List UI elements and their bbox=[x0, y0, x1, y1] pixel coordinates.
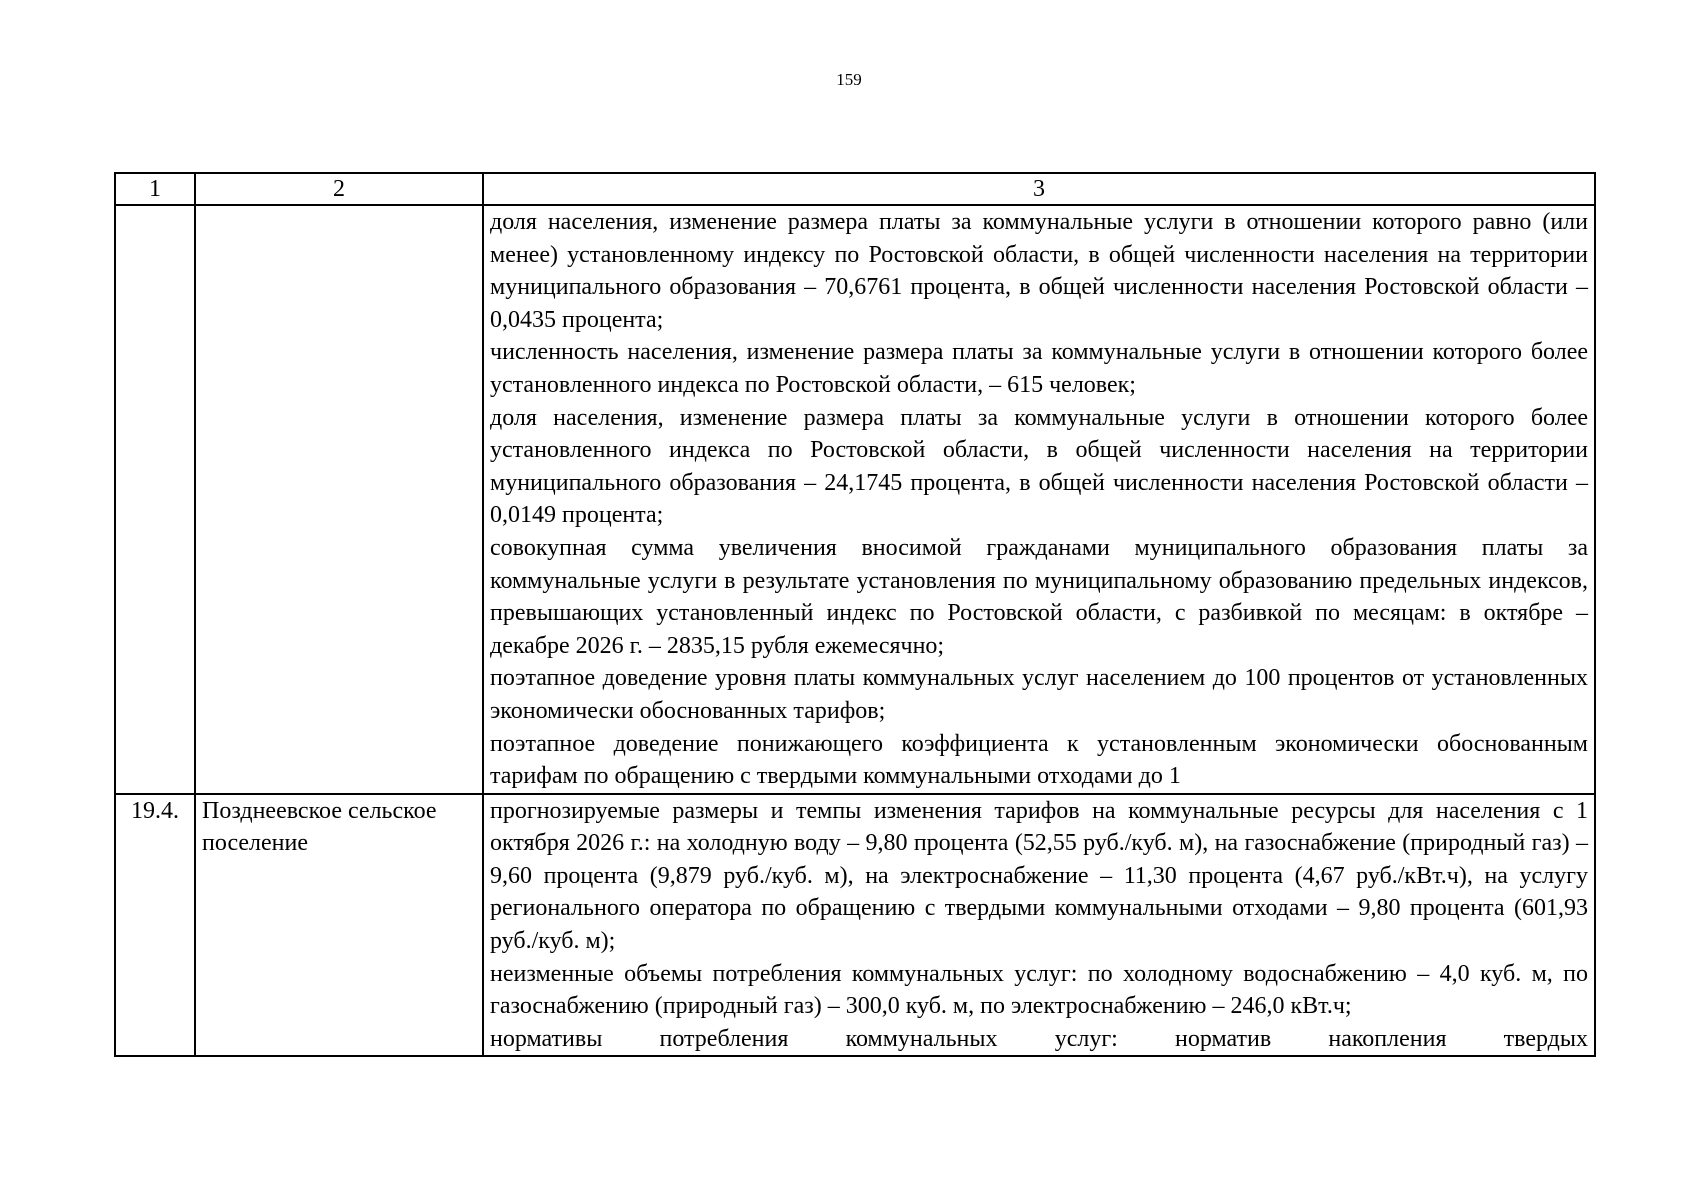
paragraph: прогнозируемые размеры и темпы изменения тарифов на коммунальные ресурсы для населения с 1 октября 2026 г.: на холодную воду – 9,80 процента (52,55 руб./куб. м), на газоснабжение (природный газ) – 9,60 процента (9,879 руб./куб. м), на электроснабжение – 11,30 процента (4,67 руб./кВт.ч), на услугу регионального оператора по обращению с твердыми коммунальными отходами – 9,80 процента (601,93 руб./куб. м); bbox=[490, 797, 1588, 955]
paragraph: поэтапное доведение уровня платы коммунальных услуг населением до 100 процентов от установленных экономически обоснованных тарифов; bbox=[490, 665, 1588, 724]
paragraph: неизменные объемы потребления коммунальных услуг: по холодному водоснабжению – 4,0 куб. м, по газоснабжению (природный газ) – 300,0 куб. м, по электроснабжению – 246,0 кВт.ч; bbox=[490, 960, 1588, 1020]
row-number bbox=[115, 205, 195, 794]
settlement-name bbox=[195, 205, 483, 794]
column-header-3: 3 bbox=[483, 173, 1595, 205]
paragraph: доля населения, изменение размера платы за коммунальные услуги в отношении которого равно (или менее) установленному индексу по Ростовской области, в общей численности населения на территории муниципального образования – 70,6761 процента, в общей численности населения Ростовской области – 0,0435 процента; bbox=[490, 209, 1588, 333]
table-header-row bbox=[115, 173, 1595, 205]
table-row bbox=[115, 794, 1595, 1057]
column-header-1: 1 bbox=[115, 173, 195, 205]
row-description bbox=[483, 794, 1595, 1057]
paragraph: доля населения, изменение размера платы за коммунальные услуги в отношении которого более установленного индекса по Ростовской области, в общей численности населения на территории муниципального образования – 24,1745 процента, в общей численности населения Ростовской области – 0,0149 процента; bbox=[490, 404, 1588, 529]
table-row bbox=[115, 205, 1595, 794]
column-header-2: 2 bbox=[195, 173, 483, 205]
paragraph: поэтапное доведение понижающего коэффициента к установленным экономически обоснованным тарифам по обращению с твердыми коммунальными отходами до 1 bbox=[490, 730, 1588, 790]
row-description bbox=[483, 205, 1595, 794]
row-number: 19.4. bbox=[115, 794, 195, 1057]
paragraph: нормативы потребления коммунальных услуг: норматив накопления твердых bbox=[490, 1025, 1588, 1052]
paragraph: численность населения, изменение размера платы за коммунальные услуги в отношении которого более установленного индекса по Ростовской области, – 615 человек; bbox=[490, 339, 1588, 398]
document-table bbox=[114, 172, 1596, 1057]
settlement-name: Позднеевское сельское поселение bbox=[195, 794, 483, 1057]
page-number: 159 bbox=[836, 70, 862, 89]
paragraph: совокупная сумма увеличения вносимой гражданами муниципального образования платы за коммунальные услуги в результате установления по муниципальному образованию предельных индексов, превышающих установленный индекс по Ростовской области, с разбивкой по месяцам: в октябре – декабре 2026 г. – 2835,15 рубля ежемесячно; bbox=[490, 534, 1588, 659]
